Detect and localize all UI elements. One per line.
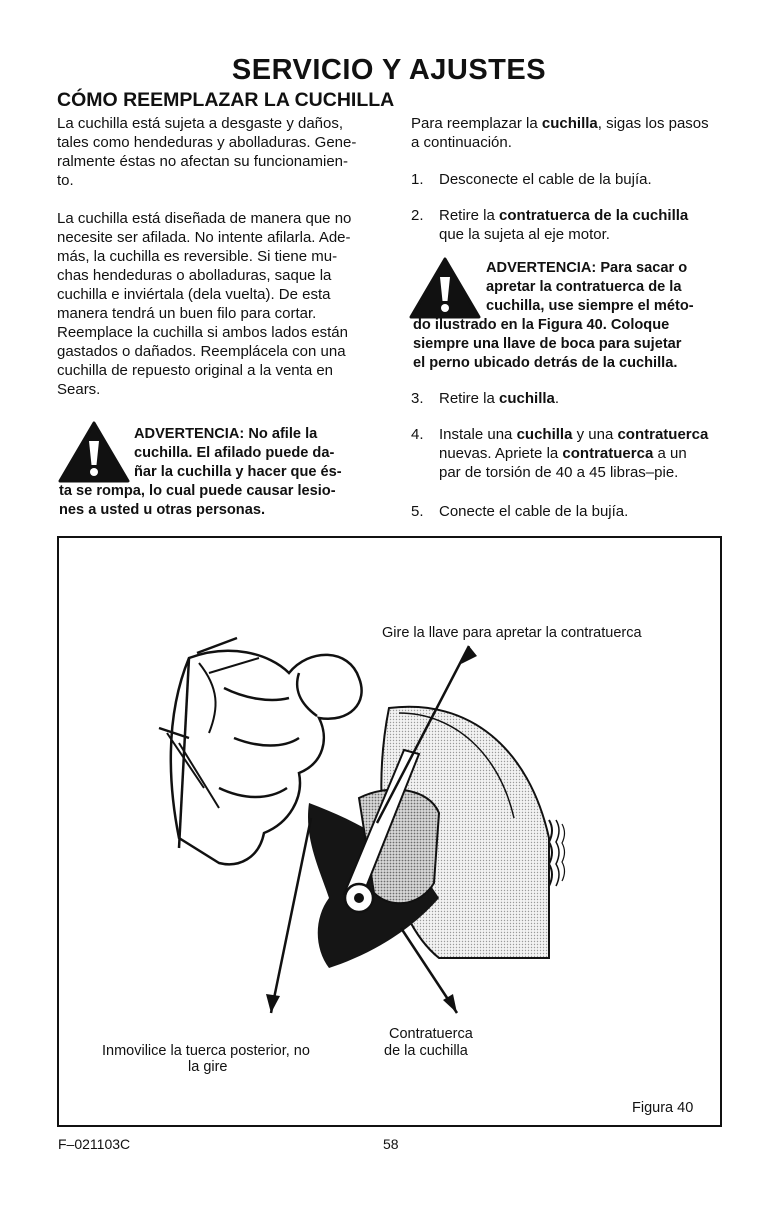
step-2-text: Retire la contratuerca de la cuchilla que la sujeta al eje motor. (439, 207, 689, 243)
section-heading: CÓMO REEMPLAZAR LA CUCHILLA (57, 89, 395, 111)
step-4-text: Instale una cuchilla y una contratuerca nuevas. Apriete la contratuerca a un par de torsión de 40 a 45 libras–pie. (439, 426, 709, 481)
left-paragraph-1: La cuchilla está sujeta a desgaste y daños, tales como hendeduras y abolladuras. Gene- ralmente éstas no afectan su funcionamien- to. (57, 115, 357, 189)
step-3-text: Retire la cuchilla. (439, 390, 560, 407)
figure-number: Figura 40 (632, 1100, 694, 1116)
step-5-number: 5. (411, 503, 424, 520)
warning-triangle-icon (409, 257, 481, 319)
right-warning-line-2: apretar la contratuerca de la (486, 279, 682, 295)
page-title: SERVICIO Y AJUSTES (231, 54, 547, 86)
right-warning-line-6: el perno ubicado detrás de la cuchilla. (413, 355, 678, 371)
step-5-text: Conecte el cable de la bujía. (439, 503, 629, 520)
figure-label-right-2: de la cuchilla (384, 1043, 468, 1059)
warning-triangle-icon (58, 421, 130, 483)
left-warning-line-1: ADVERTENCIA: No afile la (134, 426, 318, 442)
figure-label-left-1: Inmovilice la tuerca posterior, no (102, 1043, 310, 1059)
step-3-number: 3. (411, 390, 424, 407)
left-warning-line-2: cuchilla. El afilado puede da- (134, 445, 335, 461)
right-intro: Para reemplazar la cuchilla, sigas los pasos a continuación. (411, 115, 709, 151)
step-4-number: 4. (411, 426, 424, 443)
left-warning-line-3: ñar la cuchilla y hacer que és- (134, 464, 342, 480)
figure-label-top: Gire la llave para apretar la contratuerca (382, 625, 642, 641)
right-warning-line-4: do ilustrado en la Figura 40. Coloque (413, 317, 670, 333)
page-number: 58 (383, 1136, 399, 1152)
figure-label-right-1: Contratuerca (389, 1026, 473, 1042)
right-warning-line-5: siempre una llave de boca para sujetar (413, 336, 682, 352)
document-code: F–021103C (58, 1136, 131, 1152)
figure-label-left-2: la gire (188, 1059, 228, 1075)
right-warning-line-3: cuchilla, use siempre el méto- (486, 298, 694, 314)
step-2-number: 2. (411, 207, 424, 224)
step-1-number: 1. (411, 171, 424, 188)
left-warning-line-4: ta se rompa, lo cual puede causar lesio- (59, 483, 336, 499)
left-warning-line-5: nes a usted u otras personas. (59, 502, 266, 518)
right-warning-line-1: ADVERTENCIA: Para sacar o (486, 260, 688, 276)
step-1-text: Desconecte el cable de la bujía. (439, 171, 652, 188)
left-paragraph-2: La cuchilla está diseñada de manera que no necesite ser afilada. No intente afilarla. Ade- más, la cuchilla es reversible. Si tiene mu- chas hendeduras o abolladuras, saque la cuchilla e inviértala (dela vuelta). De esta manera tendrá un buen filo para cortar. Reemplace la cuchilla si ambos lados están gastados o dañados. Reemplácela con una cuchilla de repuesto original a la venta en Sears. (57, 210, 352, 398)
